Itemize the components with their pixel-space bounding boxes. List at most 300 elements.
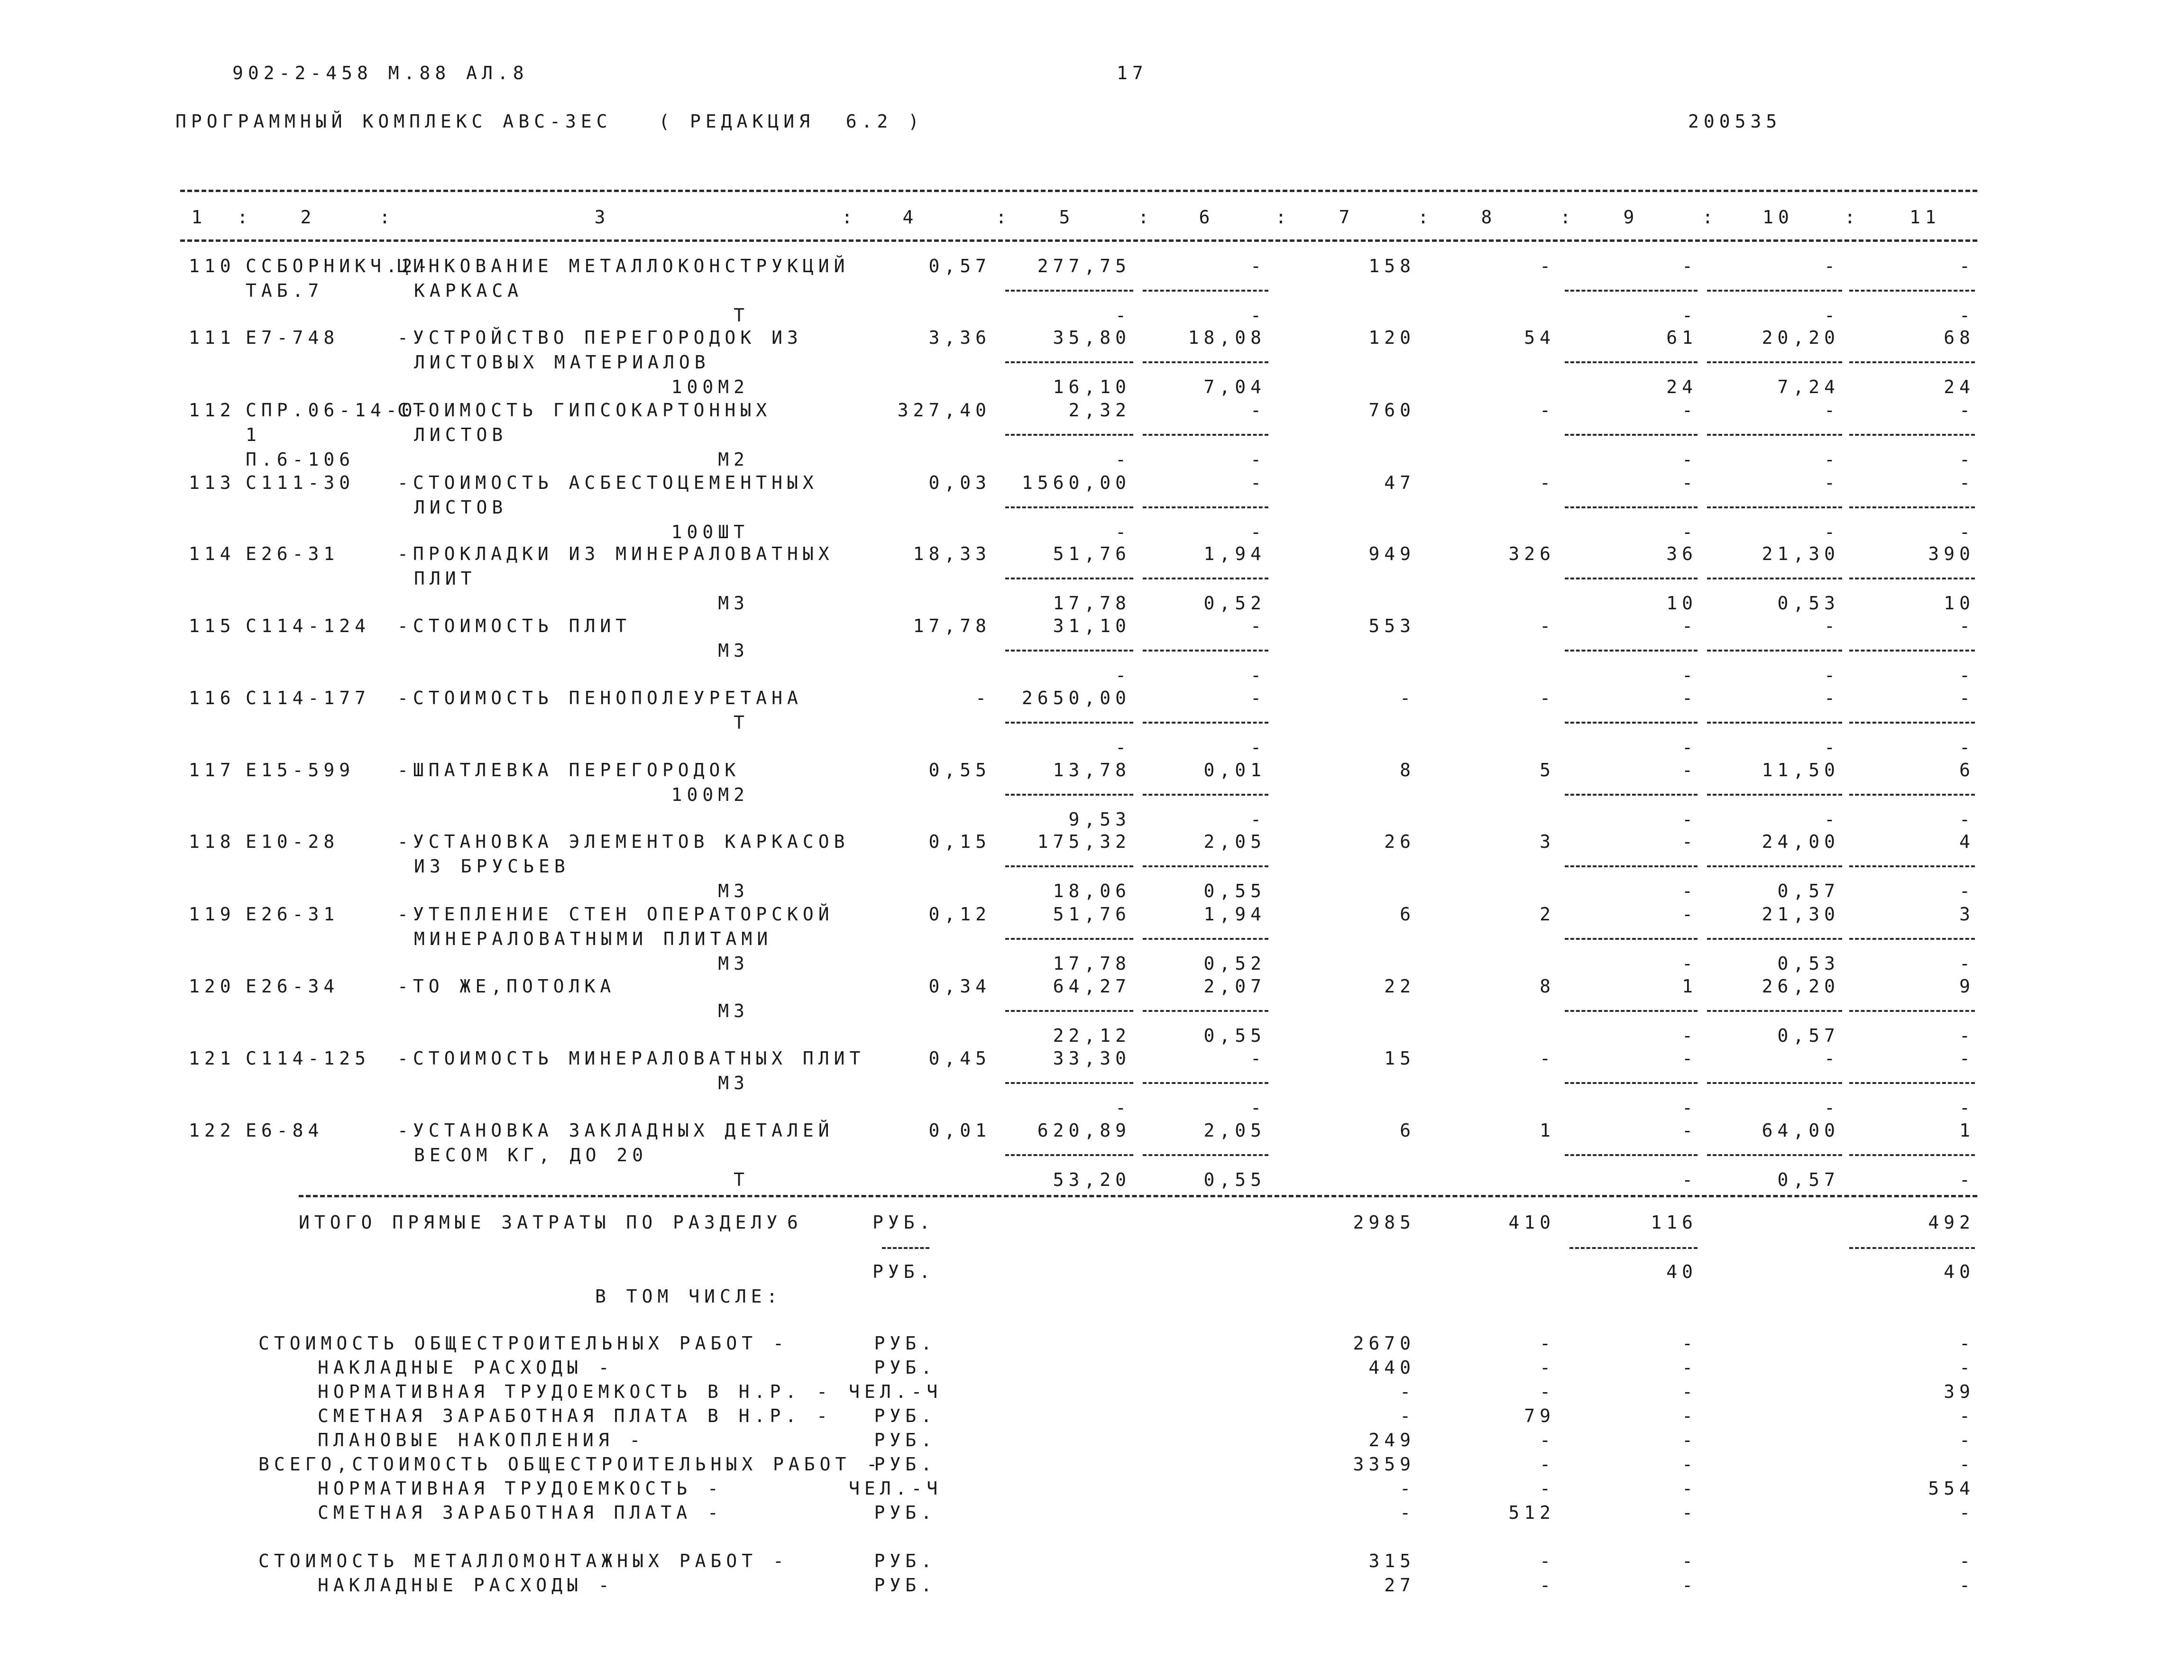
row-code: Е10-28 [246, 831, 340, 852]
row-labor-rate: 11,50 [1762, 760, 1840, 780]
row-description: -УСТРОЙСТВО ПЕРЕГОРОДОК ИЗ [397, 327, 803, 348]
row-unit-price-wage: 17,78 [1053, 593, 1131, 614]
totals-cost: 2985 [1353, 1212, 1415, 1233]
column-separator: : [1418, 207, 1433, 228]
row-labor-total: - [1959, 472, 1975, 493]
column-header-2: 2 [300, 207, 316, 228]
summary-unit: РУБ. [874, 1551, 936, 1571]
row-labor-total: - [1959, 1048, 1975, 1069]
row-wage-cost: 2 [1540, 904, 1555, 925]
row-total-cost: 6 [1400, 904, 1415, 925]
row-labor-total-machine: 10 [1944, 593, 1975, 614]
row-machine-wage: - [1250, 665, 1266, 686]
row-sub-rule [1143, 506, 1268, 508]
row-unit-price: 31,10 [1053, 615, 1131, 636]
summary-unit: РУБ. [874, 1454, 936, 1475]
document-code: 902-2-458 М.88 АЛ.8 [232, 63, 529, 83]
row-labor-total: - [1959, 615, 1975, 636]
row-labor-total-machine: - [1959, 1025, 1975, 1046]
row-sub-rule [1143, 434, 1268, 436]
row-number: 116 [189, 688, 236, 708]
row-code: С111-30 [246, 472, 355, 493]
row-unit-price-wage: - [1115, 449, 1131, 470]
row-sub-rule [1849, 722, 1975, 724]
summary-wage: - [1540, 1478, 1555, 1499]
row-unit: М3 [718, 953, 749, 974]
summary-cost: 315 [1368, 1551, 1415, 1571]
row-machine-cost-wage: - [1682, 1169, 1698, 1190]
totals-sub-rule [1569, 1247, 1698, 1249]
row-sub-rule [1143, 938, 1268, 940]
row-labor-rate-machine: - [1824, 305, 1840, 326]
row-unit-price: 51,76 [1053, 543, 1131, 564]
row-number: 114 [189, 543, 236, 564]
summary-label: ВСЕГО,СТОИМОСТЬ ОБЩЕСТРОИТЕЛЬНЫХ РАБОТ - [258, 1454, 882, 1475]
summary-labor: - [1959, 1430, 1975, 1450]
summary-machine: - [1682, 1381, 1698, 1402]
row-description: -ПРОКЛАДКИ ИЗ МИНЕРАЛОВАТНЫХ [397, 543, 834, 564]
summary-cost: 3359 [1353, 1454, 1415, 1475]
row-sub-rule [1707, 722, 1842, 724]
row-unit: 100М2 [671, 376, 749, 397]
row-number: 117 [189, 760, 236, 780]
row-sub-rule [1849, 650, 1975, 652]
row-unit-price: 35,80 [1053, 327, 1131, 348]
row-description-line2: ЛИСТОВЫХ МАТЕРИАЛОВ [414, 352, 710, 373]
row-labor-total-machine: - [1959, 305, 1975, 326]
row-sub-rule [1707, 650, 1842, 652]
row-machine-wage: 0,55 [1203, 1025, 1266, 1046]
row-machine-price: 1,94 [1203, 904, 1266, 925]
row-machine-wage: 7,04 [1203, 376, 1266, 397]
row-machine-wage: 0,52 [1203, 953, 1266, 974]
row-machine-cost-wage: - [1682, 449, 1698, 470]
row-sub-rule [1005, 938, 1133, 940]
column-header-7: 7 [1339, 207, 1355, 228]
row-sub-rule [1849, 794, 1975, 796]
row-number: 121 [189, 1048, 236, 1069]
row-labor-total: 4 [1959, 831, 1975, 852]
row-machine-price: - [1250, 256, 1266, 276]
row-sub-rule [1143, 650, 1268, 652]
summary-labor: - [1959, 1357, 1975, 1378]
row-sub-rule [1005, 794, 1133, 796]
row-sub-rule [1565, 794, 1698, 796]
summary-machine: - [1682, 1357, 1698, 1378]
row-machine-cost: - [1682, 472, 1698, 493]
row-labor-total: 6 [1959, 760, 1975, 780]
row-labor-rate-machine: - [1824, 1097, 1840, 1118]
summary-label: СМЕТНАЯ ЗАРАБОТНАЯ ПЛАТА - [318, 1502, 723, 1523]
row-sub-rule [1849, 290, 1975, 292]
row-quantity: 17,78 [913, 615, 991, 636]
row-sub-rule [1707, 290, 1842, 292]
row-sub-rule [1565, 1082, 1698, 1084]
row-total-cost: 15 [1384, 1048, 1415, 1069]
row-sub-rule [1143, 722, 1268, 724]
row-machine-cost-wage: - [1682, 1097, 1698, 1118]
summary-label: НОРМАТИВНАЯ ТРУДОЕМКОСТЬ В Н.Р. - [318, 1381, 832, 1402]
summary-label: НОРМАТИВНАЯ ТРУДОЕМКОСТЬ - [318, 1478, 723, 1499]
summary-labor: - [1959, 1502, 1975, 1523]
row-sub-rule [1565, 1010, 1698, 1012]
totals-labor: 492 [1928, 1212, 1975, 1233]
row-quantity: - [975, 688, 991, 708]
row-labor-total-machine: - [1959, 953, 1975, 974]
summary-unit: РУБ. [874, 1333, 936, 1354]
row-number: 110 [189, 256, 236, 276]
row-code-line2: ТАБ.7 [246, 280, 324, 301]
row-machine-cost: - [1682, 256, 1698, 276]
row-description: -УСТАНОВКА ЭЛЕМЕНТОВ КАРКАСОВ [397, 831, 850, 852]
row-description-line2: МИНЕРАЛОВАТНЫМИ ПЛИТАМИ [414, 928, 773, 949]
summary-unit: РУБ. [874, 1405, 936, 1426]
column-header-5: 5 [1059, 207, 1075, 228]
row-labor-rate: - [1824, 615, 1840, 636]
summary-cost: 2670 [1353, 1333, 1415, 1354]
row-number: 111 [189, 327, 236, 348]
row-labor-rate: - [1824, 472, 1840, 493]
row-quantity: 0,15 [928, 831, 991, 852]
column-separator: : [842, 207, 857, 228]
summary-labor: - [1959, 1405, 1975, 1426]
totals-rule [299, 1195, 1977, 1197]
row-labor-rate-machine: 0,57 [1777, 881, 1840, 901]
row-code: Е7-748 [246, 327, 340, 348]
row-machine-cost-wage: 24 [1666, 376, 1698, 397]
row-description-line2: ЛИСТОВ [414, 497, 508, 518]
row-number: 122 [189, 1120, 236, 1141]
row-wage-cost: - [1540, 1048, 1555, 1069]
summary-label: СТОИМОСТЬ МЕТАЛЛОМОНТАЖНЫХ РАБОТ - [258, 1551, 789, 1571]
row-machine-wage: - [1250, 522, 1266, 542]
row-sub-rule [1565, 506, 1698, 508]
row-total-cost: 26 [1384, 831, 1415, 852]
row-machine-cost-wage: - [1682, 809, 1698, 830]
column-header-3: 3 [594, 207, 610, 228]
row-description: -ТО ЖЕ,ПОТОЛКА [397, 976, 616, 997]
column-header-1: 1 [191, 207, 207, 228]
row-description: -УСТАНОВКА ЗАКЛАДНЫХ ДЕТАЛЕЙ [397, 1120, 834, 1141]
summary-wage: - [1540, 1575, 1555, 1596]
row-number: 119 [189, 904, 236, 925]
row-unit: Т [734, 305, 749, 326]
row-unit-price: 175,32 [1037, 831, 1131, 852]
row-unit: М3 [718, 593, 749, 614]
summary-machine: - [1682, 1405, 1698, 1426]
row-machine-price: 2,07 [1203, 976, 1266, 997]
summary-label: СМЕТНАЯ ЗАРАБОТНАЯ ПЛАТА В Н.Р. - [318, 1405, 832, 1426]
row-labor-rate-machine: 0,53 [1777, 593, 1840, 614]
row-machine-cost: - [1682, 688, 1698, 708]
row-labor-rate-machine: - [1824, 522, 1840, 542]
totals-label: ИТОГО ПРЯМЫЕ ЗАТРАТЫ ПО РАЗДЕЛУ [299, 1212, 782, 1233]
column-separator: : [1702, 207, 1718, 228]
row-labor-rate-machine: - [1824, 809, 1840, 830]
row-sub-rule [1565, 578, 1698, 579]
row-sub-rule [1565, 650, 1698, 652]
row-sub-rule [1707, 1010, 1842, 1012]
row-sub-rule [1849, 578, 1975, 579]
summary-labor: - [1959, 1333, 1975, 1354]
summary-cost: - [1400, 1405, 1415, 1426]
row-quantity: 0,45 [928, 1048, 991, 1069]
row-unit-price: 620,89 [1037, 1120, 1131, 1141]
row-sub-rule [1707, 794, 1842, 796]
row-unit-price-wage: - [1115, 737, 1131, 758]
row-labor-total: 1 [1959, 1120, 1975, 1141]
row-wage-cost: - [1540, 615, 1555, 636]
row-sub-rule [1707, 578, 1842, 579]
row-labor-rate-machine: 7,24 [1777, 376, 1840, 397]
row-unit-price: 2,32 [1068, 400, 1131, 421]
summary-machine: - [1682, 1430, 1698, 1450]
row-sub-rule [1005, 722, 1133, 724]
row-machine-wage: - [1250, 1097, 1266, 1118]
row-unit-price-wage: 22,12 [1053, 1025, 1131, 1046]
row-quantity: 18,33 [913, 543, 991, 564]
summary-unit: ЧЕЛ.-Ч [849, 1478, 943, 1499]
row-labor-rate-machine: 0,53 [1777, 953, 1840, 974]
summary-unit: ЧЕЛ.-Ч [849, 1381, 943, 1402]
row-description: ЦИНКОВАНИЕ МЕТАЛЛОКОНСТРУКЦИЙ [397, 256, 850, 276]
row-unit-price-wage: 53,20 [1053, 1169, 1131, 1190]
row-sub-rule [1143, 578, 1268, 579]
summary-cost: 27 [1384, 1575, 1415, 1596]
row-total-cost: 760 [1368, 400, 1415, 421]
row-labor-rate: 21,30 [1762, 543, 1840, 564]
row-sub-rule [1005, 578, 1133, 579]
row-labor-rate: 21,30 [1762, 904, 1840, 925]
row-sub-rule [1005, 865, 1133, 867]
row-sub-rule [1565, 865, 1698, 867]
row-total-cost: 949 [1368, 543, 1415, 564]
summary-unit: РУБ. [874, 1502, 936, 1523]
summary-cost: - [1400, 1381, 1415, 1402]
row-machine-price: - [1250, 400, 1266, 421]
row-machine-wage: 0,52 [1203, 593, 1266, 614]
row-unit-price: 33,30 [1053, 1048, 1131, 1069]
row-sub-rule [1565, 361, 1698, 363]
row-number: 118 [189, 831, 236, 852]
row-unit-price: 1560,00 [1021, 472, 1131, 493]
row-labor-rate: 24,00 [1762, 831, 1840, 852]
row-code: СПР.06-14-0- [246, 400, 433, 421]
row-number: 112 [189, 400, 236, 421]
row-total-cost: 47 [1384, 472, 1415, 493]
totals-section: 6 [787, 1212, 803, 1233]
row-machine-cost-wage: - [1682, 665, 1698, 686]
row-machine-price: 0,01 [1203, 760, 1266, 780]
summary-labor: - [1959, 1454, 1975, 1475]
row-quantity: 0,01 [928, 1120, 991, 1141]
summary-wage: 512 [1508, 1502, 1555, 1523]
row-description: -ШПАТЛЕВКА ПЕРЕГОРОДОК [397, 760, 741, 780]
row-total-cost: 8 [1400, 760, 1415, 780]
row-machine-price: - [1250, 615, 1266, 636]
row-labor-rate: - [1824, 400, 1840, 421]
row-sub-rule [1565, 938, 1698, 940]
row-quantity: 0,55 [928, 760, 991, 780]
row-unit-price: 13,78 [1053, 760, 1131, 780]
row-labor-total-machine: - [1959, 665, 1975, 686]
row-labor-total-machine: - [1959, 737, 1975, 758]
summary-machine: - [1682, 1575, 1698, 1596]
column-separator: : [379, 207, 395, 228]
totals-unit-rule [882, 1247, 929, 1249]
summary-labor: 554 [1928, 1478, 1975, 1499]
row-sub-rule [1005, 506, 1133, 508]
summary-machine: - [1682, 1478, 1698, 1499]
row-machine-wage: 0,55 [1203, 881, 1266, 901]
row-code: С114-125 [246, 1048, 371, 1069]
row-code: Е26-31 [246, 904, 340, 925]
row-sub-rule [1565, 722, 1698, 724]
summary-wage: 79 [1524, 1405, 1555, 1426]
row-machine-price: - [1250, 472, 1266, 493]
summary-cost: - [1400, 1478, 1415, 1499]
row-labor-total: 390 [1928, 543, 1975, 564]
row-number: 115 [189, 615, 236, 636]
row-machine-cost: - [1682, 760, 1698, 780]
page-number: 17 [1117, 63, 1148, 83]
row-sub-rule [1005, 1010, 1133, 1012]
row-wage-cost: 8 [1540, 976, 1555, 997]
row-machine-cost-wage: - [1682, 305, 1698, 326]
row-code: ССБОРНИКЧ.2- [246, 256, 433, 276]
summary-unit: РУБ. [874, 1357, 936, 1378]
row-machine-cost: - [1682, 1120, 1698, 1141]
row-unit: М3 [718, 881, 749, 901]
row-sub-rule [1565, 1154, 1698, 1156]
row-wage-cost: 3 [1540, 831, 1555, 852]
row-unit-price-wage: 16,10 [1053, 376, 1131, 397]
column-header-10: 10 [1762, 207, 1794, 228]
summary-wage: - [1540, 1454, 1555, 1475]
row-total-cost: 22 [1384, 976, 1415, 997]
row-unit-price-wage: - [1115, 665, 1131, 686]
row-machine-cost: - [1682, 904, 1698, 925]
column-separator: : [996, 207, 1011, 228]
row-machine-cost-wage: - [1682, 737, 1698, 758]
column-header-9: 9 [1623, 207, 1639, 228]
row-labor-total: 9 [1959, 976, 1975, 997]
summary-cost: 249 [1368, 1430, 1415, 1450]
row-quantity: 0,03 [928, 472, 991, 493]
row-labor-total-machine: 24 [1944, 376, 1975, 397]
row-machine-price: - [1250, 1048, 1266, 1069]
row-description-line2: ИЗ БРУСЬЕВ [414, 856, 570, 877]
row-labor-rate: 26,20 [1762, 976, 1840, 997]
row-labor-rate-machine: 0,57 [1777, 1169, 1840, 1190]
program-code: 200535 [1688, 111, 1782, 132]
row-unit-price-wage: 17,78 [1053, 953, 1131, 974]
row-unit-price: 51,76 [1053, 904, 1131, 925]
row-code-line2: 1 [246, 424, 261, 445]
row-code: Е26-31 [246, 543, 340, 564]
column-separator: : [1138, 207, 1154, 228]
row-sub-rule [1143, 361, 1268, 363]
row-description: -СТОИМОСТЬ ПЛИТ [397, 615, 632, 636]
row-machine-cost: - [1682, 400, 1698, 421]
row-sub-rule [1005, 650, 1133, 652]
row-sub-rule [1143, 794, 1268, 796]
row-sub-rule [1143, 1010, 1268, 1012]
row-labor-rate: - [1824, 256, 1840, 276]
row-unit-price: 2650,00 [1021, 688, 1131, 708]
row-labor-rate: 20,20 [1762, 327, 1840, 348]
row-sub-rule [1849, 1082, 1975, 1084]
row-labor-total-machine: - [1959, 1169, 1975, 1190]
row-sub-rule [1143, 865, 1268, 867]
row-labor-rate-machine: 0,57 [1777, 1025, 1840, 1046]
totals-machine-wage: 40 [1666, 1261, 1698, 1282]
row-labor-total: - [1959, 688, 1975, 708]
row-labor-total-machine: - [1959, 449, 1975, 470]
row-code: С114-124 [246, 615, 371, 636]
summary-wage: - [1540, 1381, 1555, 1402]
summary-cost: - [1400, 1502, 1415, 1523]
row-code: С114-177 [246, 688, 371, 708]
row-description-line2: ЛИСТОВ [414, 424, 508, 445]
row-sub-rule [1707, 506, 1842, 508]
row-sub-rule [1707, 361, 1842, 363]
totals-unit-2: РУБ. [872, 1261, 935, 1282]
row-sub-rule [1849, 1010, 1975, 1012]
summary-labor: - [1959, 1575, 1975, 1596]
row-labor-total-machine: - [1959, 809, 1975, 830]
row-code: Е15-599 [246, 760, 355, 780]
row-unit: 100М2 [671, 784, 749, 805]
row-labor-total-machine: - [1959, 881, 1975, 901]
row-machine-price: 2,05 [1203, 831, 1266, 852]
row-description: -СТОИМОСТЬ АСБЕСТОЦЕМЕНТНЫХ [397, 472, 818, 493]
row-machine-cost: 36 [1666, 543, 1698, 564]
row-sub-rule [1565, 434, 1698, 436]
row-sub-rule [1707, 938, 1842, 940]
table-header-rule [180, 239, 1977, 242]
row-sub-rule [1849, 1154, 1975, 1156]
row-machine-cost: 1 [1682, 976, 1698, 997]
row-unit-price-wage: 18,06 [1053, 881, 1131, 901]
row-description-line2: ПЛИТ [414, 568, 477, 589]
row-labor-total-machine: - [1959, 522, 1975, 542]
row-unit-price-wage: - [1115, 305, 1131, 326]
row-sub-rule [1005, 434, 1133, 436]
row-quantity: 327,40 [897, 400, 991, 421]
row-description-line2: ВЕСОМ КГ, ДО 20 [414, 1145, 648, 1166]
row-total-cost: - [1400, 688, 1415, 708]
row-code: Е6-84 [246, 1120, 324, 1141]
program-title: ПРОГРАММНЫЙ КОМПЛЕКС АВС-3ЕС ( РЕДАКЦИЯ 6.2 ) [175, 111, 924, 132]
row-labor-rate-machine: - [1824, 737, 1840, 758]
row-total-cost: 6 [1400, 1120, 1415, 1141]
summary-machine: - [1682, 1551, 1698, 1571]
row-wage-cost: - [1540, 256, 1555, 276]
summary-labor: 39 [1944, 1381, 1975, 1402]
row-sub-rule [1707, 434, 1842, 436]
row-sub-rule [1707, 865, 1842, 867]
row-machine-wage: - [1250, 809, 1266, 830]
row-wage-cost: - [1540, 688, 1555, 708]
column-separator: : [1844, 207, 1860, 228]
row-unit: М3 [718, 640, 749, 661]
summary-wage: - [1540, 1551, 1555, 1571]
row-labor-total: - [1959, 400, 1975, 421]
row-machine-cost-wage: 10 [1666, 593, 1698, 614]
including-heading: В ТОМ ЧИСЛЕ: [595, 1286, 782, 1307]
row-sub-rule [1707, 1154, 1842, 1156]
